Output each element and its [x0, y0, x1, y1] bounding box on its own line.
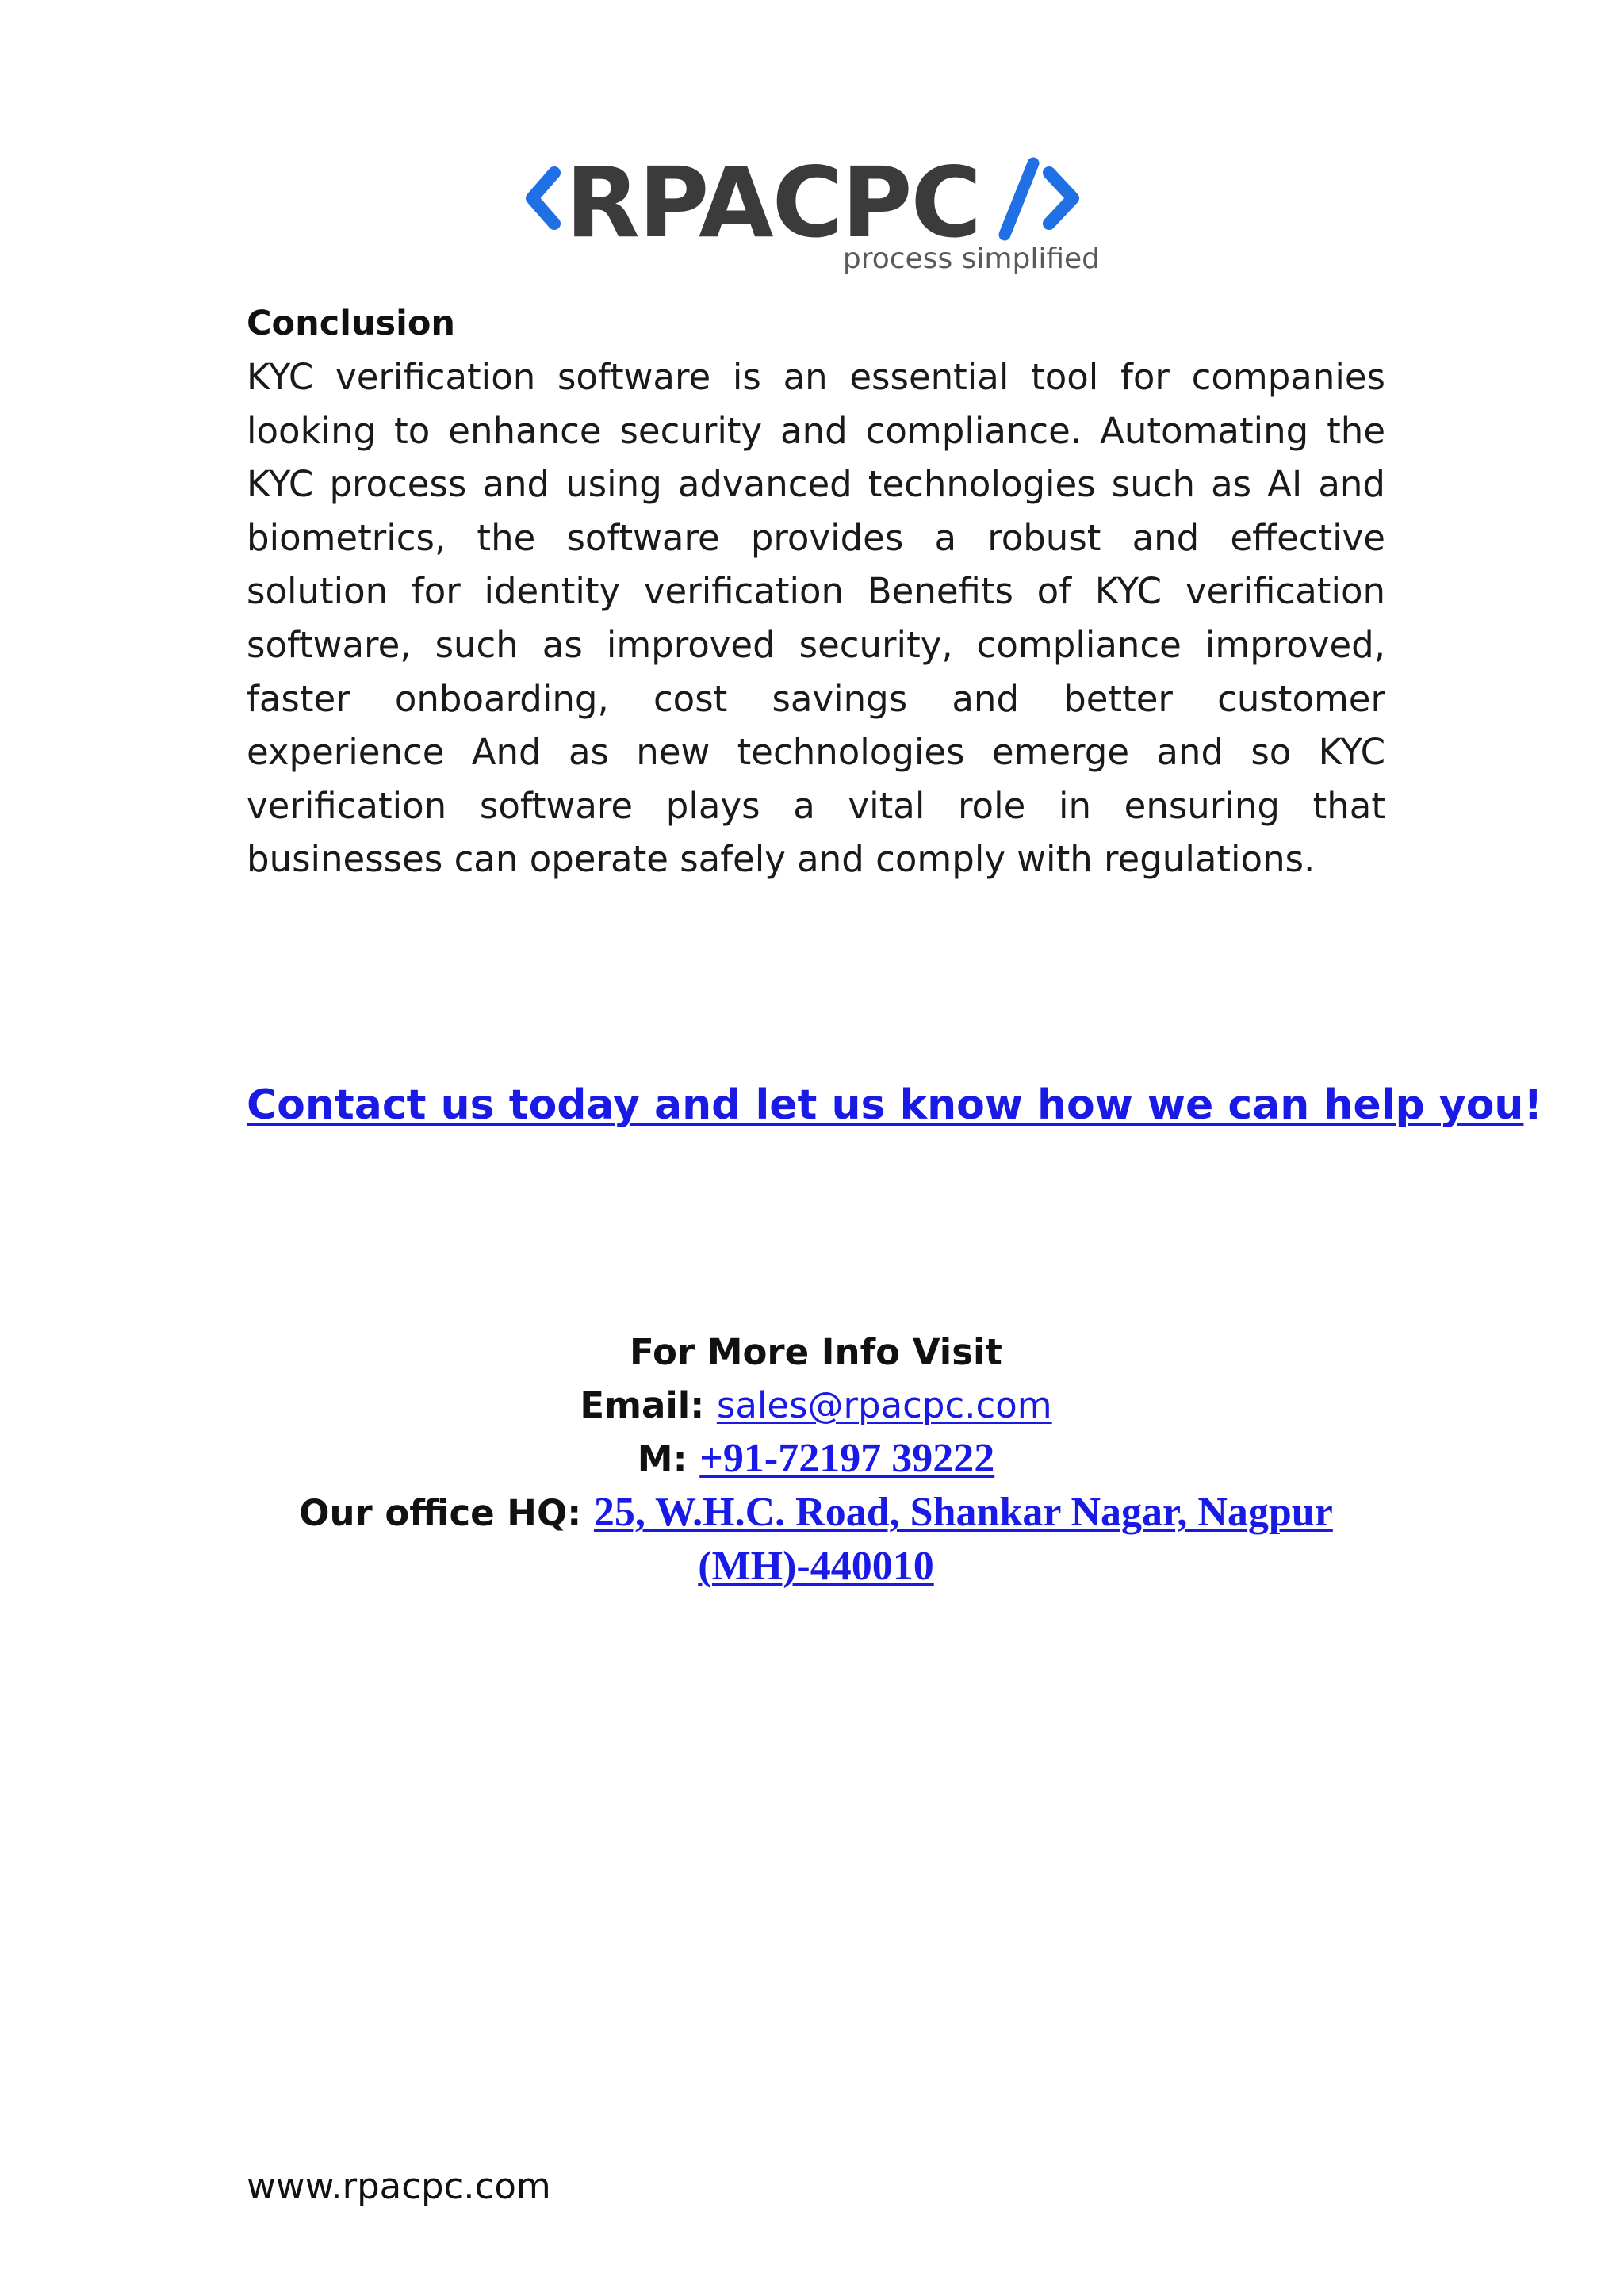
left-bracket-icon: [532, 173, 554, 224]
email-link[interactable]: sales@rpacpc.com: [716, 1384, 1052, 1426]
slash-icon: [1005, 163, 1033, 235]
email-label: Email:: [580, 1384, 705, 1426]
office-label: Our office HQ:: [299, 1492, 582, 1534]
conclusion-section: [247, 297, 1385, 886]
rpacpc-logo-graphic: [526, 149, 1113, 284]
logo-wordmark: RPACPC: [565, 149, 981, 259]
office-line-2: [247, 1540, 1385, 1594]
email-line: [247, 1379, 1385, 1432]
contact-info: [247, 1326, 1385, 1594]
conclusion-paragraph: KYC verification software is an essential tool for companies looking to enhance security and compliance. Automating the KYC process and using advanced technologies such as AI and biometrics, the software provides a robust and effective solution for identity verification Benefits of KYC verification software, such as improved security, compliance improved, faster onboarding, cost savings and better customer experience And as new technologies emerge and so KYC verification software plays a vital role in ensuring that businesses can operate safely and comply with regulations.: [247, 356, 1385, 881]
office-line: [247, 1486, 1385, 1540]
info-title: For More Info Visit: [630, 1331, 1002, 1373]
mobile-line: [247, 1432, 1385, 1486]
conclusion-heading: Conclusion: [247, 304, 456, 343]
company-logo: [526, 149, 1113, 284]
logo-tagline: process simplified: [842, 243, 1100, 275]
office-address-link-line2[interactable]: (MH)-440010: [698, 1544, 934, 1589]
mobile-label: M:: [637, 1438, 688, 1480]
office-address-link-line1[interactable]: 25, W.H.C. Road, Shankar Nagar, Nagpur: [593, 1490, 1333, 1535]
call-to-action: [247, 1073, 1543, 1137]
contact-us-link[interactable]: Contact us today and let us know how we can help you: [247, 1081, 1524, 1129]
cta-exclamation: !: [1523, 1081, 1543, 1129]
right-bracket-icon: [1049, 173, 1073, 224]
footer-website: www.rpacpc.com: [247, 2165, 551, 2207]
mobile-link[interactable]: +91-72197 39222: [699, 1436, 995, 1481]
